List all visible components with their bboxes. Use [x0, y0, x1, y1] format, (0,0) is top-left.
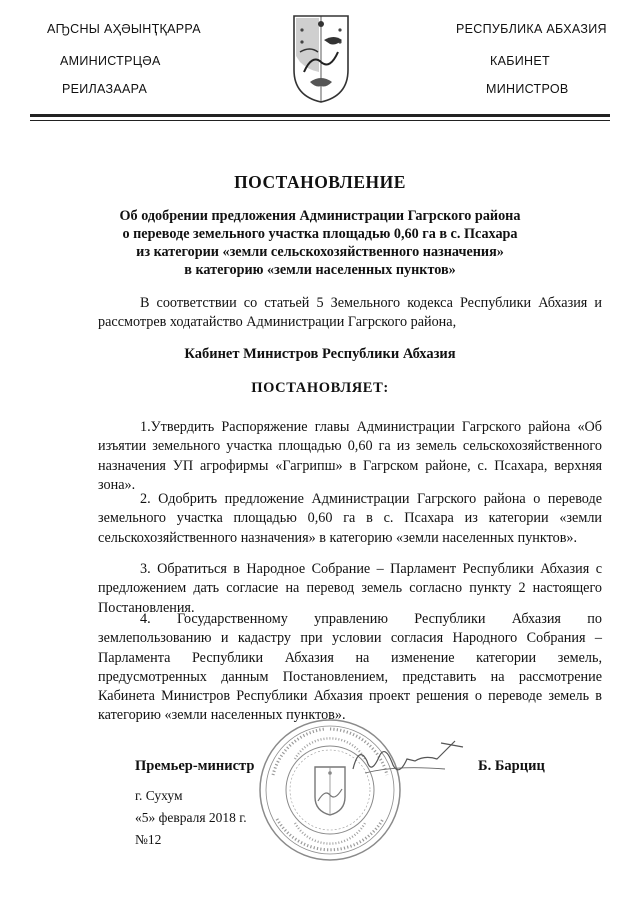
subject-line-2: о переводе земельного участка площадью 0,60 га в с. Псахара: [122, 226, 518, 242]
emblem-star: [318, 21, 324, 27]
resolution-item-1: 1.Утвердить Распоряжение главы Администрации Гагрского района «Об изъятии земельного участка площадью 0,60 га из земель сельскохозяйственного назначения УП агрофирмы «Гагрипш» в Гагрском районе, с. Псахара, верхняя зона».: [98, 419, 602, 493]
header-left-line-1: АҦСНЫ АҲӘЫНҬҚАРРА: [47, 22, 201, 36]
subject-line-3: из категории «земли сельскохозяйственного назначения»: [136, 244, 504, 260]
issue-city: г. Сухум: [135, 788, 183, 803]
signatory-name: Б. Барциц: [478, 758, 545, 774]
resolution-item-3: 3. Обратиться в Народное Собрание – Парламент Республики Абхазия с предложением дать согласие на перевод земель согласно пункту 2 настоящего Постановления.: [98, 561, 602, 616]
resolves-heading: ПОСТАНОВЛЯЕТ:: [251, 380, 389, 396]
header-right-line-1: РЕСПУБЛИКА АБХАЗИЯ: [456, 22, 607, 36]
subject-line-4: в категорию «земли населенных пунктов»: [184, 262, 456, 278]
header-left-line-2: АМИНИСТРЦӘА: [60, 54, 161, 68]
preamble-paragraph: В соответствии со статьей 5 Земельного кодекса Республики Абхазия и рассмотрев ходатайство Администрации Гагрского района,: [98, 295, 602, 331]
signatory-position: Премьер-министр: [135, 758, 255, 774]
issue-date: «5» февраля 2018 г.: [135, 810, 247, 825]
header-right-line-3: МИНИСТРОВ: [486, 82, 569, 96]
document-subject: [100, 207, 540, 279]
header-left-line-3: РЕИЛАЗААРА: [62, 82, 148, 96]
document-title: ПОСТАНОВЛЕНИЕ: [234, 172, 406, 192]
handwritten-signature: [345, 735, 475, 785]
subject-line-1: Об одобрении предложения Администрации Гагрского района: [119, 208, 521, 224]
header-rule-thick: [30, 114, 610, 117]
header-rule-thin: [30, 120, 610, 121]
header-right-line-2: КАБИНЕТ: [490, 54, 550, 68]
resolution-item-4: 4. Государственному управлению Республики Абхазия по землепользованию и кадастру при условии согласия Народного Собрания – Парламента Республики Абхазия на изменение категории земель, предусмотренных данным Постановлением, представить на рассмотрение Кабинета Министров Республики Абхазия проект решения о переводе земель в категорию «земли населенных пунктов».: [98, 611, 602, 724]
document-number: №12: [135, 832, 162, 847]
coat-of-arms-emblem: [290, 12, 352, 104]
issuer-line: Кабинет Министров Республики Абхазия: [184, 346, 456, 362]
resolution-item-2: 2. Одобрить предложение Администрации Гагрского района о переводе земельного участка площадью 0,60 га в с. Псахара из категории «земли сельскохозяйственного назначения» в категорию «земли населенных пунктов».: [98, 491, 602, 546]
